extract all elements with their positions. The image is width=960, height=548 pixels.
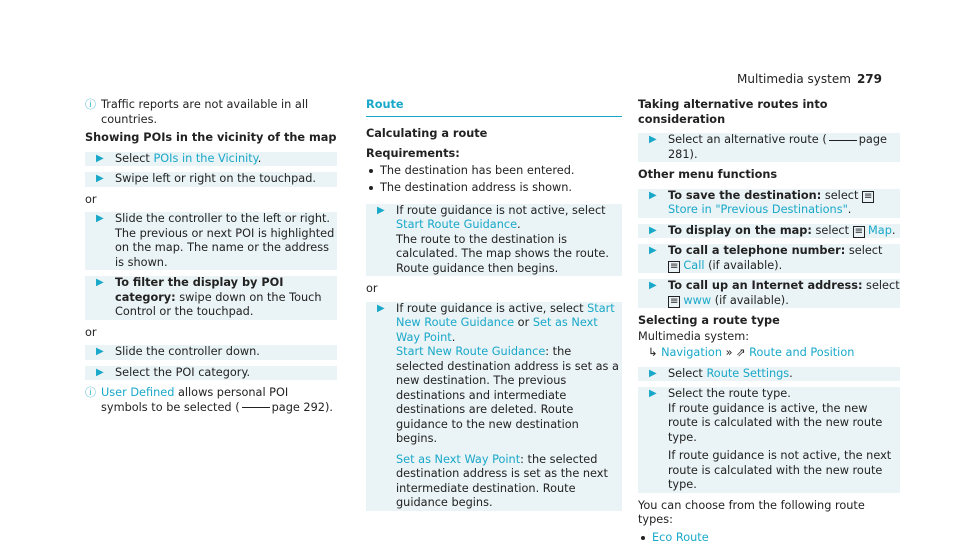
arrow-icon: ▶: [96, 346, 104, 357]
link-start-route-guidance[interactable]: Start Route Guidance: [396, 218, 518, 231]
page-ref-arrow-icon: [829, 140, 857, 141]
link-store-previous[interactable]: Store in "Previous Destinations": [668, 203, 848, 216]
arrow-icon: ▶: [649, 280, 657, 291]
page-number: 279: [856, 72, 882, 86]
nav-path: [638, 346, 900, 361]
step-alternative-route: ▶ Select an alternative route ( page 281).: [638, 133, 900, 162]
link-user-defined[interactable]: User Defined: [101, 386, 175, 399]
menu-icon: ≡: [854, 225, 864, 237]
arrow-icon: ▶: [649, 367, 657, 379]
link-map[interactable]: Map: [868, 223, 892, 237]
link-navigation[interactable]: Navigation: [661, 346, 722, 359]
return-arrow-icon: ↳: [648, 346, 658, 359]
arrow-icon: ▶: [96, 213, 104, 224]
link-pois-vicinity[interactable]: POIs in the Vicinity: [153, 151, 258, 165]
section-route: Route: [366, 98, 622, 117]
heading-calc-route: Calculating a route: [366, 126, 488, 140]
step-start-guidance: ▶ If route guidance is not active, select Start Route Guidance. The route to the destination is calculated. The map shows the route. Route guidance then begins.: [366, 204, 622, 277]
info-icon: ⓘ: [85, 98, 96, 111]
step-save-destination: ▶ To save the destination: select ≡Store in "Previous Destinations".: [638, 189, 900, 218]
menu-icon: ≡: [864, 190, 873, 202]
page-ref-arrow-icon: [242, 407, 270, 408]
link-set-next-way-point-2[interactable]: Set as Next Way Point: [396, 452, 521, 466]
arrow-icon: ▶: [649, 134, 657, 145]
arrow-icon: ▶: [377, 204, 385, 216]
arrow-icon: ▶: [649, 224, 657, 236]
arrow-icon: ▶: [649, 245, 657, 256]
route-types-intro: You can choose from the following route types:: [638, 498, 865, 526]
multimedia-system-label: Multimedia system:: [638, 329, 750, 343]
arrow-icon: ▶: [377, 302, 385, 314]
step-swipe: ▶ Swipe left or right on the touchpad.: [85, 172, 337, 187]
note-traffic: ⓘ Traffic reports are not available in all countries.: [85, 98, 309, 126]
step-slide: ▶ Slide the controller to the left or right. The previous or next POI is highlighted on the map. The name or the address is shown.: [85, 212, 337, 270]
link-call[interactable]: Call: [683, 258, 705, 272]
link-route-settings[interactable]: Route Settings: [706, 366, 790, 380]
heading-alternative-routes: Taking alternative routes into consideration: [638, 98, 828, 126]
navigation-arrow-icon: ⇗: [736, 346, 746, 359]
step-select-category: ▶ Select the POI category.: [85, 366, 337, 381]
step-filter: ▶ To filter the display by POI category: swipe down on the Touch Control or the touchpad.: [85, 276, 337, 320]
section-title: Multimedia system: [737, 72, 851, 86]
step-select-pois: ▶ Select POIs in the Vicinity.: [85, 152, 337, 167]
arrow-icon: ▶: [649, 388, 657, 399]
step-new-guidance: ▶ If route guidance is active, select Start New Route Guidance or Set as Next Way Point. Start New Route Guidance: the selected destination address is set as a new destination. The previous destinations and intermediate destinations are deleted. Route guidance to the new destination begins. Set as Next Way Point: the selected destination address is set as the next intermediate destination. Route guidance begins.: [366, 302, 622, 511]
requirement-item: The destination address is shown.: [366, 181, 622, 196]
link-set-next-way-point[interactable]: Set as Next Way Point: [396, 316, 598, 344]
arrow-icon: ▶: [649, 189, 657, 201]
heading-menu-functions: Other menu functions: [638, 168, 778, 181]
link-www[interactable]: www: [683, 293, 712, 307]
double-chevron-icon: »: [725, 346, 733, 359]
step-internet-address: ▶ To call up an Internet address: select ≡ www (if available).: [638, 279, 900, 308]
column-left: [85, 98, 337, 421]
heading-pois: Showing POIs in the vicinity of the map: [85, 131, 337, 144]
step-route-settings: ▶ Select Route Settings.: [638, 367, 900, 382]
link-start-new-route-guidance-2[interactable]: Start New Route Guidance: [396, 345, 546, 358]
requirement-item: The destination has been entered.: [366, 164, 622, 179]
step-call-number: ▶ To call a telephone number: select ≡ Call (if available).: [638, 244, 900, 273]
heading-route-type: Selecting a route type: [638, 314, 780, 327]
arrow-icon: ▶: [96, 152, 104, 164]
link-route-position[interactable]: Route and Position: [749, 346, 855, 359]
column-right: [638, 98, 900, 548]
arrow-icon: ▶: [96, 173, 104, 184]
arrow-icon: ▶: [96, 366, 104, 378]
step-display-map: ▶ To display on the map: select ≡ Map.: [638, 224, 900, 239]
info-icon: ⓘ: [85, 386, 96, 399]
menu-icon: ≡: [670, 260, 679, 272]
link-eco-route[interactable]: Eco Route: [652, 530, 709, 544]
or-text: or: [85, 325, 97, 339]
menu-icon: ≡: [670, 295, 679, 307]
link-start-new-route-guidance[interactable]: Start New Route Guidance: [396, 301, 615, 329]
column-middle: [366, 98, 622, 517]
arrow-icon: ▶: [96, 277, 104, 288]
step-slide-down: ▶ Slide the controller down.: [85, 345, 337, 360]
requirements-label: Requirements:: [366, 147, 460, 160]
or-text: or: [366, 282, 378, 295]
page-header: [737, 72, 882, 86]
or-text: or: [85, 192, 97, 206]
step-select-route-type: ▶ Select the route type. If route guidance is active, the new route is calculated with the new route type. If route guidance is not active, the next route is calculated with the new route type.: [638, 387, 900, 493]
note-user-defined: ⓘ User Defined allows personal POI symbols to be selected ( page 292).: [85, 386, 333, 414]
